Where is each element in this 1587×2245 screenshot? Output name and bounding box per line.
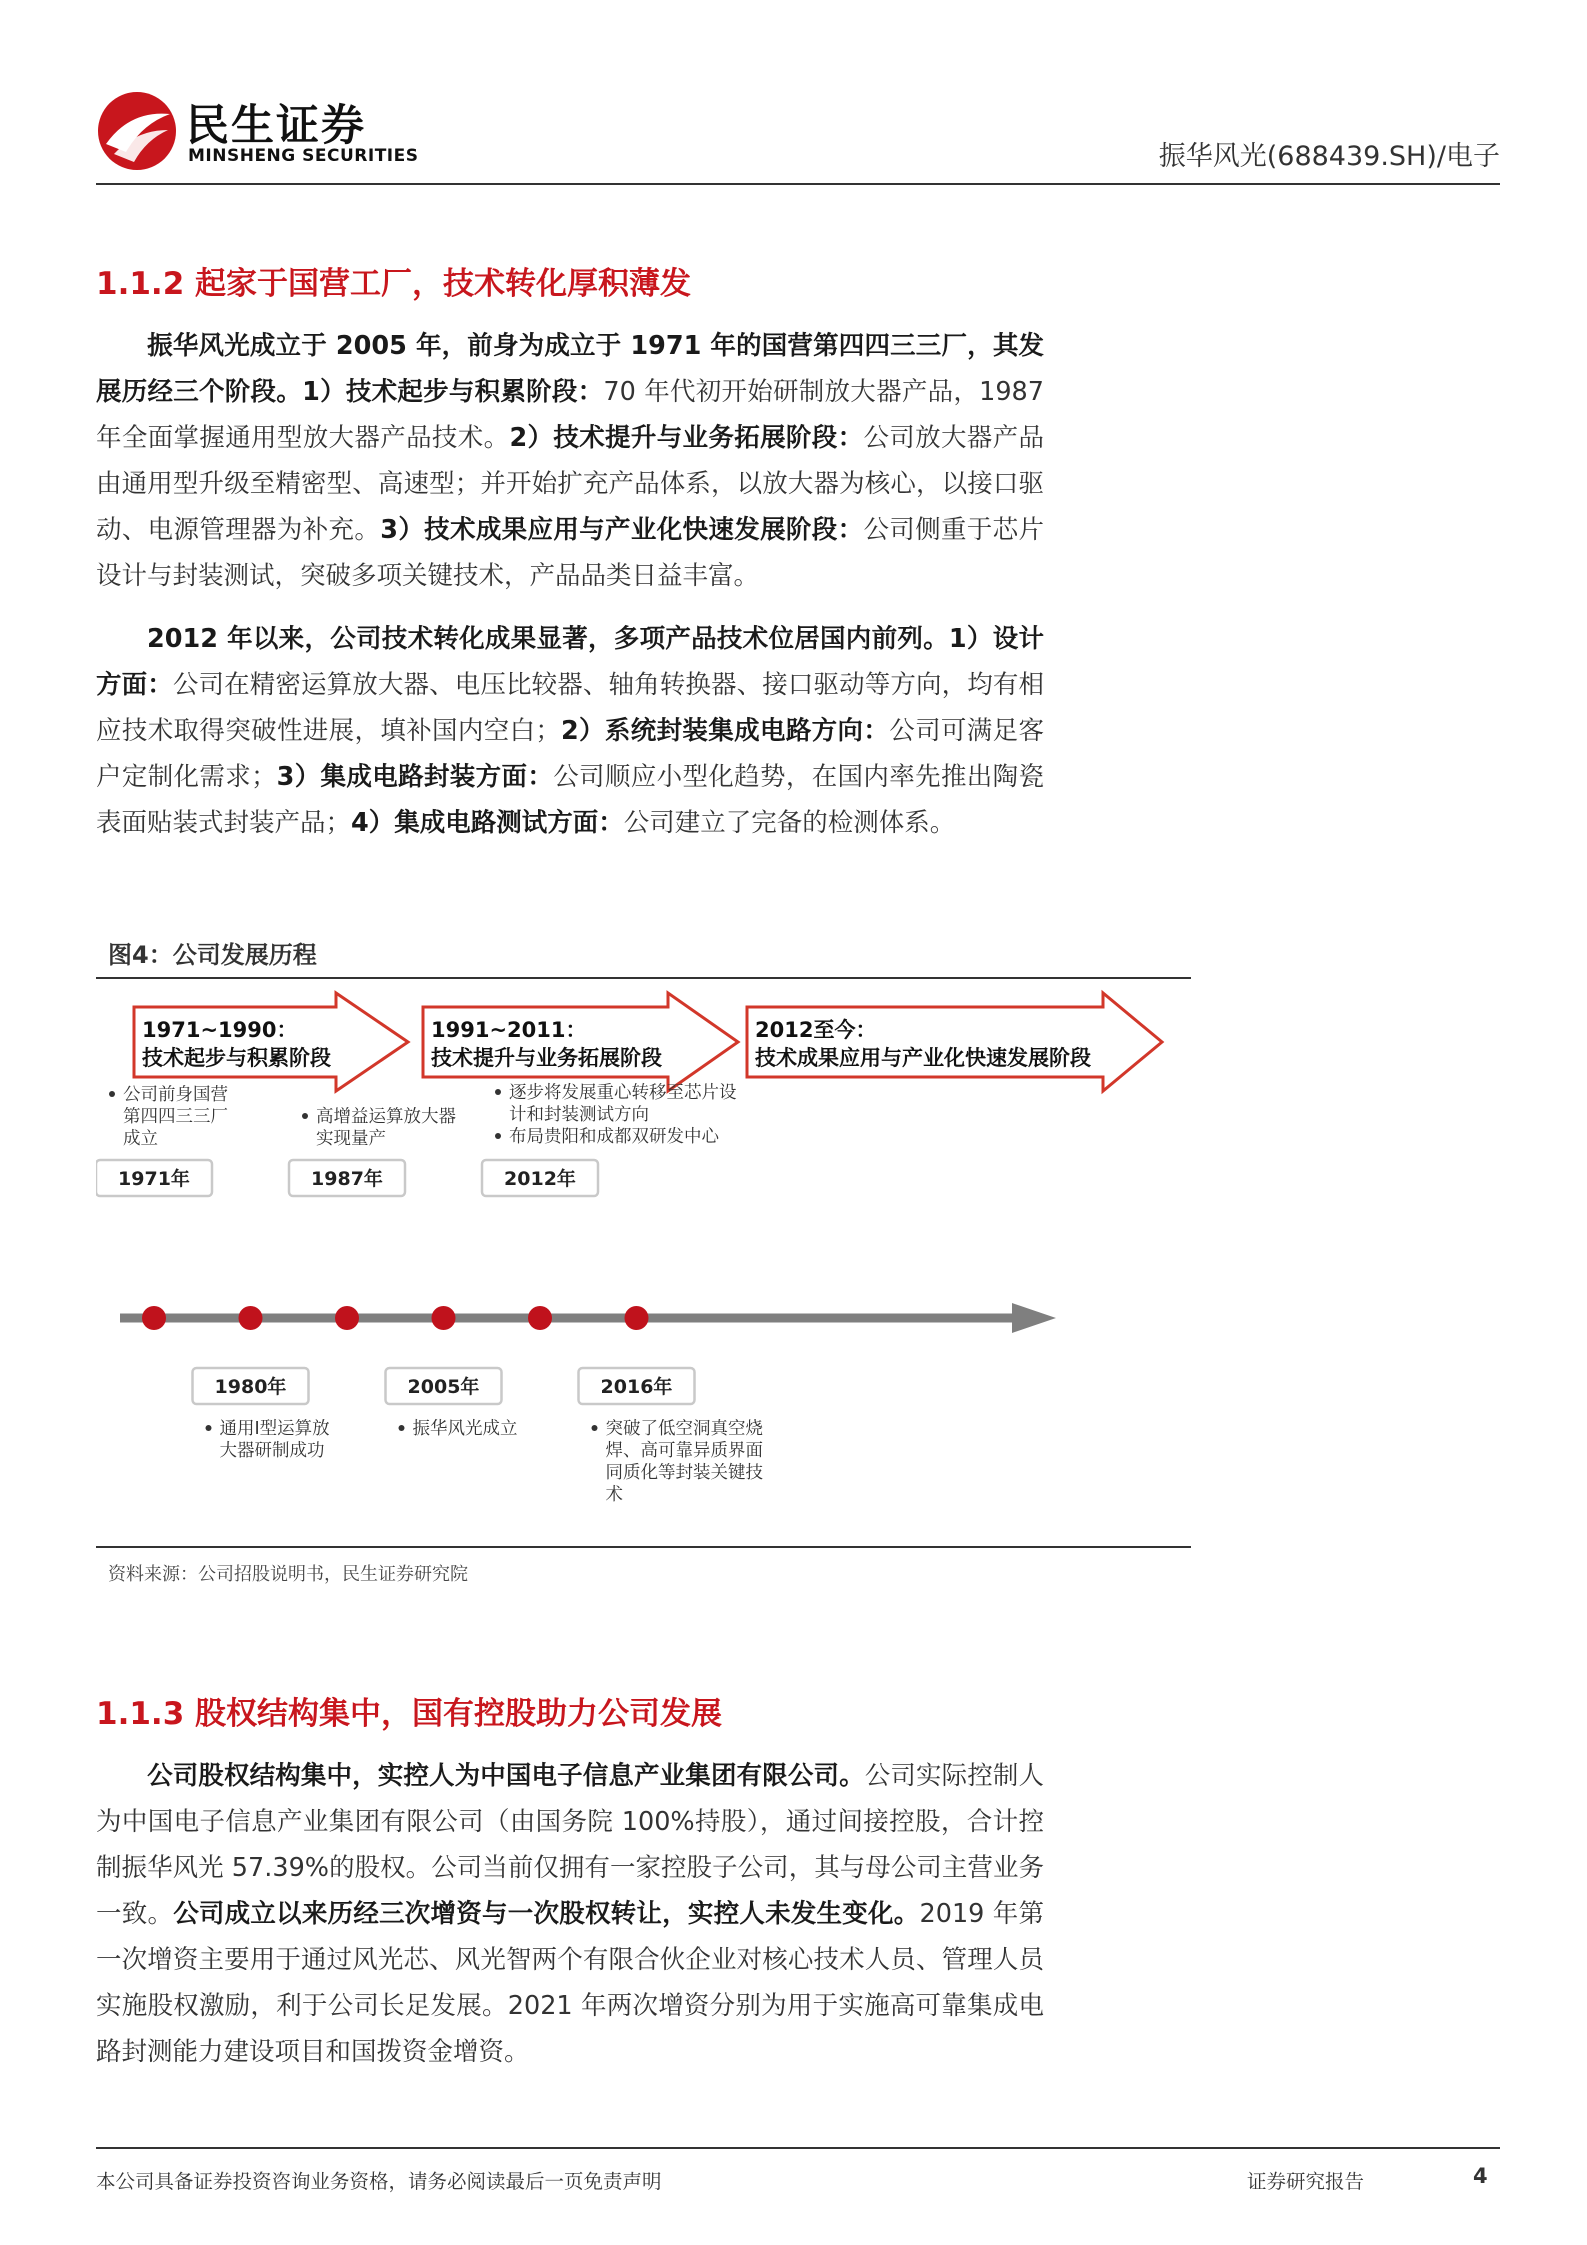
milestone-note-line: 突破了低空洞真空烧	[605, 1419, 763, 1439]
company-logo-icon	[96, 90, 178, 172]
figure-top-rule	[96, 977, 1191, 979]
text-run: 振华风光成立于 2005 年，前身为成立于 1971 年的国营第四四三三厂，其发展历经三个阶段。1）技术起步与积累阶段：	[96, 331, 1044, 407]
stage-1-period: 1971~1990：	[142, 1018, 298, 1042]
milestone-note-line: 同质化等封装关键技	[605, 1463, 763, 1483]
milestone-note-line: 公司前身国营	[123, 1085, 228, 1105]
text-run: 2）系统封装集成电路方向：	[560, 716, 890, 746]
page-number: 4	[1473, 2164, 1488, 2188]
milestone-note-line: 通用Ⅰ型运算放	[219, 1419, 330, 1439]
milestone-dot	[625, 1306, 649, 1330]
footer-doc-type: 证券研究报告	[1247, 2170, 1365, 2193]
milestone-5	[482, 1083, 737, 1330]
text-run: 公司顺应小型化趋势，在国内率先推出陶瓷表面贴装式封装产品；	[96, 762, 1044, 838]
text-run: 公司建立了完备的检测体系。	[623, 808, 956, 838]
header-divider	[96, 183, 1500, 185]
figure-source: 资料来源：公司招股说明书，民生证券研究院	[108, 1564, 468, 1585]
report-tag: 振华风光(688439.SH)/电子	[1158, 141, 1500, 172]
text-run: 公司放大器产品由通用型升级至精密型、高速型；并开始扩充产品体系，以放大器为核心，以接口驱动、电源管理器为补充。	[96, 423, 1044, 545]
text-run: 2012 年以来，公司技术转化成果显著，多项产品技术位居国内前列。1）设计方面：	[96, 624, 1044, 700]
bullet-dot	[302, 1113, 308, 1119]
bullet-dot	[495, 1089, 501, 1095]
stage-arrow-3	[747, 993, 1162, 1091]
milestone-year: 1987年	[311, 1168, 383, 1190]
bullet-dot	[109, 1091, 115, 1097]
milestone-note-line: 第四四三三厂	[123, 1107, 228, 1127]
text-run: 3）技术成果应用与产业化快速发展阶段：	[380, 515, 864, 545]
milestone-note-line: 布局贵阳和成都双研发中心	[509, 1127, 719, 1147]
text-run: 公司实际控制人为中国电子信息产业集团有限公司（由国务院 100%持股），通过间接控股，合计控制振华风光 57.39%的股权。公司当前仅拥有一家控股子公司，其与母公司主营业务一致。	[96, 1761, 1044, 1929]
milestone-note-line: 大器研制成功	[219, 1441, 325, 1461]
text-run: 70 年代初开始研制放大器产品，1987 年全面掌握通用型放大器产品技术。	[96, 377, 1044, 453]
paragraph-history-stages	[96, 323, 1044, 599]
milestone-note-line: 焊、高可靠异质界面	[605, 1441, 763, 1461]
paragraph-ownership	[96, 1753, 1044, 2075]
timeline-axis-arrowhead	[1012, 1303, 1056, 1333]
logo-english-name: MINSHENG SECURITIES	[188, 146, 419, 166]
milestone-dot	[239, 1306, 263, 1330]
section-title-1-1-2: 1.1.2 起家于国营工厂，技术转化厚积薄发	[96, 266, 692, 302]
milestone-1	[96, 1085, 228, 1330]
paragraph-tech-transfer	[96, 616, 1044, 846]
milestone-dot	[335, 1306, 359, 1330]
figure-title: 图4：公司发展历程	[108, 941, 317, 969]
text-run: 公司在精密运算放大器、电压比较器、轴角转换器、接口驱动等方向，均有相应技术取得突破性进展，填补国内空白；	[96, 670, 1044, 746]
milestone-dot	[528, 1306, 552, 1330]
text-run: 公司可满足客户定制化需求；	[96, 716, 1044, 792]
stage-arrow-1	[134, 993, 408, 1091]
footer-disclaimer: 本公司具备证券投资咨询业务资格，请务必阅读最后一页免责声明	[96, 2170, 662, 2193]
milestone-year: 1971年	[118, 1168, 190, 1190]
section-title-1-1-3: 1.1.3 股权结构集中，国有控股助力公司发展	[96, 1696, 723, 1732]
bullet-dot	[495, 1133, 501, 1139]
figure-bottom-rule	[96, 1546, 1191, 1548]
text-run: 公司成立以来历经三次增资与一次股权转让，实控人未发生变化。	[173, 1899, 920, 1929]
text-run: 3）集成电路封装方面：	[276, 762, 554, 792]
footer-divider	[96, 2147, 1500, 2149]
stage-2-name: 技术提升与业务拓展阶段	[431, 1046, 662, 1070]
milestone-6	[579, 1306, 764, 1505]
milestone-layer	[96, 1083, 763, 1505]
milestone-note-line: 实现量产	[316, 1129, 386, 1149]
stage-1-name: 技术起步与积累阶段	[142, 1046, 331, 1070]
milestone-year: 1980年	[214, 1376, 287, 1398]
milestone-2	[193, 1306, 330, 1461]
stage-arrow-2	[423, 993, 738, 1091]
text-run: 2019 年第一次增资主要用于通过风光芯、风光智两个有限合伙企业对核心技术人员、管理人员实施股权激励，利于公司长足发展。2021 年两次增资分别为用于实施高可靠集成电路封测能力建设项目和国拨资金增资。	[96, 1899, 1044, 2067]
bullet-dot	[592, 1425, 598, 1431]
milestone-dot	[432, 1306, 456, 1330]
text-run: 4）集成电路测试方面：	[351, 808, 624, 838]
text-run: 公司侧重于芯片设计与封装测试，突破多项关键技术，产品品类日益丰富。	[96, 515, 1044, 591]
logo-chinese-name: 民生证券	[186, 101, 366, 151]
milestone-year: 2005年	[407, 1376, 480, 1398]
stage-3-name: 技术成果应用与产业化快速发展阶段	[755, 1046, 1091, 1070]
milestone-year: 2016年	[600, 1376, 673, 1398]
milestone-note-line: 振华风光成立	[412, 1419, 518, 1439]
milestone-year: 2012年	[504, 1168, 576, 1190]
bullet-dot	[206, 1425, 212, 1431]
milestone-note-line: 计和封装测试方向	[509, 1105, 649, 1125]
milestone-3	[289, 1107, 456, 1330]
milestone-note-line: 成立	[123, 1129, 158, 1149]
milestone-dot	[142, 1306, 166, 1330]
milestone-note-line: 术	[605, 1485, 623, 1505]
development-timeline	[96, 985, 1191, 1545]
text-run: 2）技术提升与业务拓展阶段：	[509, 423, 864, 453]
stage-2-period: 1991~2011：	[431, 1018, 587, 1042]
milestone-note-line: 高增益运算放大器	[316, 1107, 456, 1127]
milestone-note-line: 逐步将发展重心转移至芯片设	[509, 1083, 737, 1103]
milestone-4	[386, 1306, 518, 1439]
bullet-dot	[399, 1425, 405, 1431]
text-run: 公司股权结构集中，实控人为中国电子信息产业集团有限公司。	[147, 1761, 865, 1791]
stage-3-period: 2012至今：	[755, 1018, 877, 1042]
